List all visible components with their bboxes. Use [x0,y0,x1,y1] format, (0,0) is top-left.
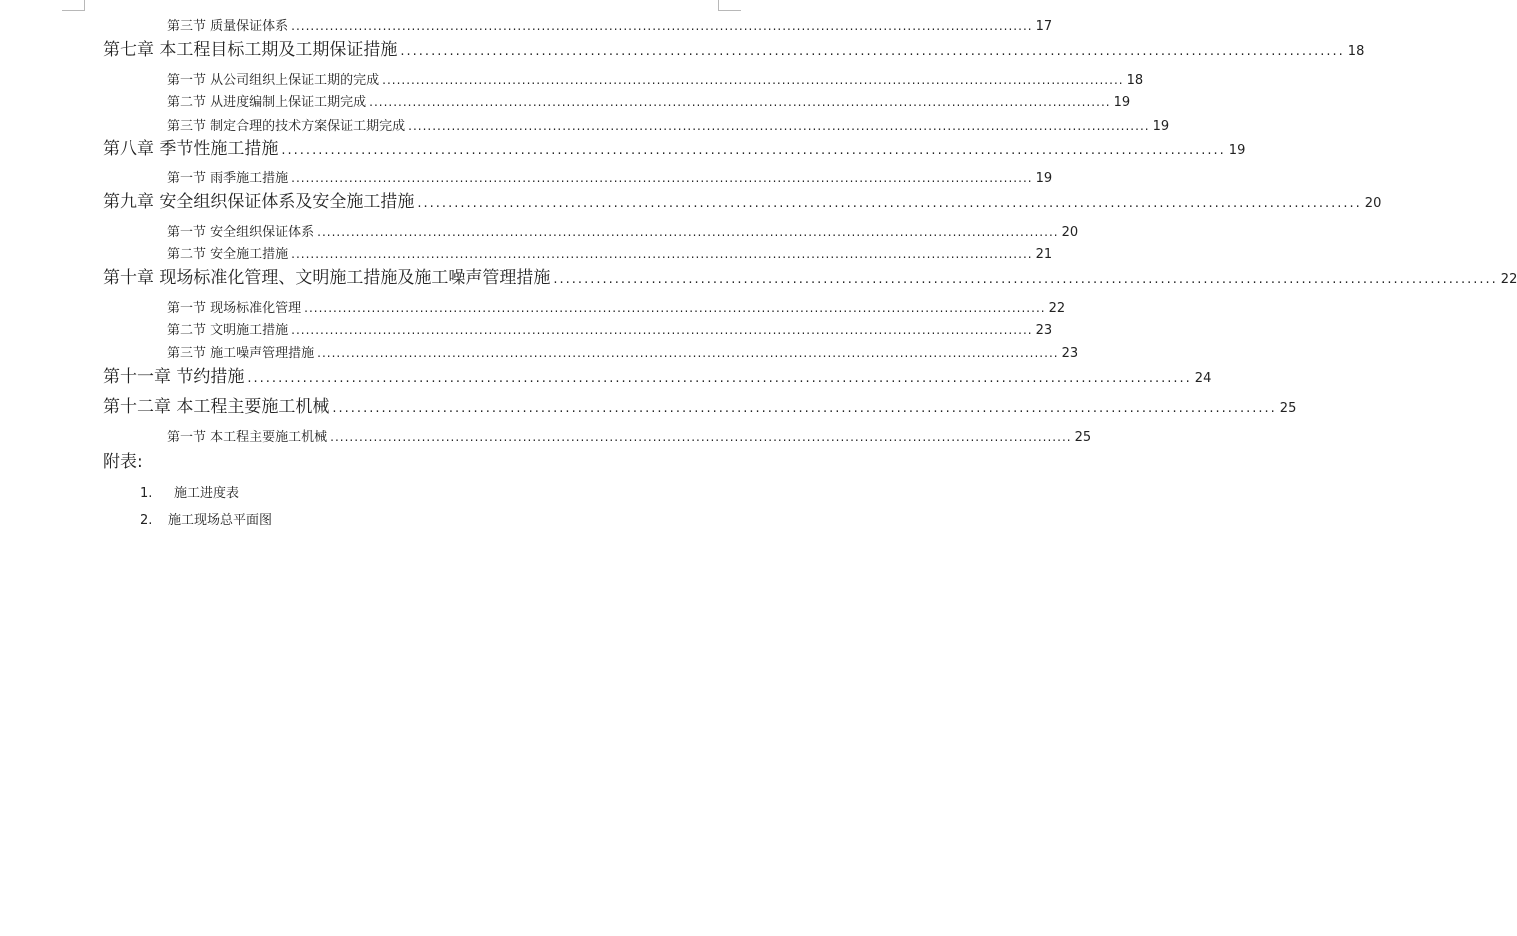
toc-page-number: 25 [1279,401,1297,416]
toc-dot-leader: .......................................................................................................................................................... [408,119,1150,133]
appendix-item-text: 施工进度表 [174,486,240,501]
toc-dot-leader: .......................................................................................................................................................... [247,371,1192,386]
toc-dot-leader: .......................................................................................................................................................... [369,95,1111,109]
toc-dot-leader: .......................................................................................................................................................... [553,272,1498,287]
appendix-heading: 附表: [103,452,143,472]
toc-entry-12[interactable] [167,319,1053,338]
toc-entry-4[interactable] [167,115,1170,134]
toc-dot-leader: .......................................................................................................................................................... [317,225,1059,239]
toc-dot-leader: .......................................................................................................................................................... [382,73,1124,87]
toc-page-number: 20 [1061,225,1079,240]
toc-dot-leader: .......................................................................................................................................................... [400,44,1345,59]
toc-page-number: 24 [1194,371,1212,386]
toc-page-number: 19 [1152,119,1170,134]
toc-dot-leader: .......................................................................................................................................................... [291,323,1033,337]
toc-page-number: 18 [1347,44,1365,59]
toc-dot-leader: .......................................................................................................................................................... [330,430,1072,444]
toc-entry-title: 第三节 制定合理的技术方案保证工期完成 [167,119,406,134]
toc-page-number: 19 [1035,171,1053,186]
toc-entry-title: 第一节 从公司组织上保证工期的完成 [167,73,380,88]
toc-dot-leader: .......................................................................................................................................................... [291,171,1033,185]
toc-entry-15[interactable] [103,392,1297,417]
toc-page-number: 23 [1035,323,1053,338]
toc-entry-title: 第八章 季节性施工措施 [103,139,279,159]
toc-dot-leader: .......................................................................................................................................................... [304,301,1046,315]
toc-entry-8[interactable] [167,221,1079,240]
page-corner-mark-left [62,0,85,11]
appendix-item [140,509,272,528]
toc-entry-title: 第七章 本工程目标工期及工期保证措施 [103,40,398,60]
toc-entry-title: 第一节 本工程主要施工机械 [167,430,328,445]
toc-dot-leader: .......................................................................................................................................................... [291,19,1033,33]
toc-entry-title: 第十章 现场标准化管理、文明施工措施及施工噪声管理措施 [103,268,551,288]
toc-entry-10[interactable] [103,263,1517,288]
toc-entry-11[interactable] [167,297,1066,316]
toc-entry-title: 第十一章 节约措施 [103,367,245,387]
toc-entry-title: 第九章 安全组织保证体系及安全施工措施 [103,192,415,212]
toc-page-number: 23 [1061,346,1079,361]
toc-entry-title: 第二节 文明施工措施 [167,323,289,338]
toc-entry-title: 第二节 从进度编制上保证工期完成 [167,95,367,110]
toc-entry-title: 第三节 施工噪声管理措施 [167,346,315,361]
toc-page-number: 22 [1500,272,1517,287]
toc-entry-0[interactable] [167,15,1053,34]
toc-entry-title: 第十二章 本工程主要施工机械 [103,397,330,417]
toc-page-number: 20 [1364,196,1382,211]
toc-page-number: 19 [1228,143,1246,158]
appendix-item [140,482,239,501]
toc-page-number: 22 [1048,301,1066,316]
toc-dot-leader: .......................................................................................................................................................... [281,143,1226,158]
toc-dot-leader: .......................................................................................................................................................... [317,346,1059,360]
toc-entry-title: 第三节 质量保证体系 [167,19,289,34]
toc-entry-14[interactable] [103,362,1212,387]
toc-page-number: 18 [1126,73,1144,88]
toc-dot-leader: .......................................................................................................................................................... [417,196,1362,211]
toc-entry-2[interactable] [167,69,1144,88]
toc-entry-7[interactable] [103,187,1382,212]
toc-entry-title: 第一节 现场标准化管理 [167,301,302,316]
toc-entry-6[interactable] [167,167,1053,186]
toc-page-number: 19 [1113,95,1131,110]
toc-entry-title: 第一节 雨季施工措施 [167,171,289,186]
toc-entry-title: 第一节 安全组织保证体系 [167,225,315,240]
toc-entry-title: 第二节 安全施工措施 [167,247,289,262]
toc-entry-13[interactable] [167,342,1079,361]
toc-entry-1[interactable] [103,35,1365,60]
page-corner-mark-right [718,0,741,11]
appendix-item-number: 2. [140,513,153,528]
toc-entry-16[interactable] [167,426,1092,445]
toc-entry-3[interactable] [167,91,1131,110]
appendix-item-number: 1. [140,486,153,501]
toc-dot-leader: .......................................................................................................................................................... [332,401,1277,416]
appendix-item-text: 施工现场总平面图 [168,513,273,528]
toc-entry-9[interactable] [167,243,1053,262]
toc-dot-leader: .......................................................................................................................................................... [291,247,1033,261]
toc-entry-5[interactable] [103,134,1246,159]
toc-page-number: 21 [1035,247,1053,262]
toc-page-number: 25 [1074,430,1092,445]
toc-page-number: 17 [1035,19,1053,34]
